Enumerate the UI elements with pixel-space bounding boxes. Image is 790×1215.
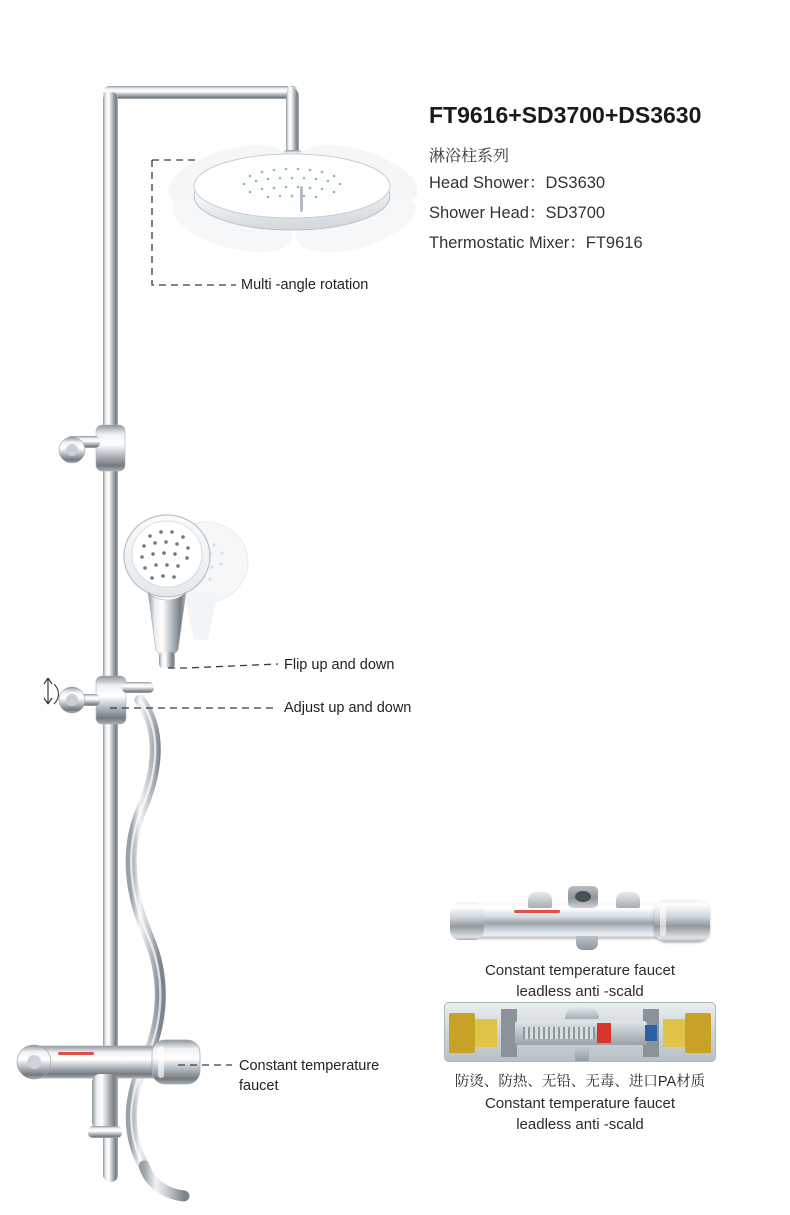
cartridge-cutaway-photo bbox=[444, 1002, 716, 1062]
brass-inlet-right bbox=[685, 1013, 711, 1053]
shower-arm bbox=[103, 86, 299, 154]
shower-hose bbox=[131, 700, 184, 1196]
callout-constant-temperature-faucet bbox=[239, 1056, 379, 1096]
brass-inlet-left bbox=[449, 1013, 475, 1053]
upper-slide-bracket bbox=[59, 425, 125, 471]
thermostatic-mixer-FT9616 bbox=[17, 1040, 200, 1138]
callout-faucet-line1: Constant temperature bbox=[239, 1058, 380, 1074]
spec-thermostatic-mixer: Thermostatic Mixer：FT9616 bbox=[429, 234, 643, 252]
callout-multi-angle-rotation: Multi -angle rotation bbox=[241, 277, 369, 293]
hot-indicator-stripe bbox=[514, 910, 560, 913]
faucet-product-photo bbox=[450, 880, 710, 952]
callout-adjust-up-and-down: Adjust up and down bbox=[284, 700, 412, 716]
series-label: 淋浴柱系列 bbox=[429, 148, 510, 165]
page-title: FT9616+SD3700+DS3630 bbox=[429, 102, 702, 128]
riser-pipe bbox=[103, 92, 118, 1182]
photo2-caption-line1: Constant temperature faucet bbox=[484, 1095, 676, 1112]
spec-shower-head: Shower Head：SD3700 bbox=[429, 204, 606, 222]
bottom-product-block bbox=[400, 880, 760, 1135]
photo2-caption-cn: 防烫、防热、无铅、无毒、进口PA材质 bbox=[454, 1074, 706, 1090]
cold-water-port bbox=[645, 1025, 657, 1041]
flow-knob bbox=[654, 900, 710, 942]
photo2-caption-line2: leadless anti -scald bbox=[516, 1116, 644, 1133]
hot-water-port bbox=[597, 1023, 611, 1043]
mixer-outlet bbox=[576, 936, 598, 950]
callout-faucet-line2: faucet bbox=[239, 1078, 279, 1094]
photo1-caption-line2: leadless anti -scald bbox=[516, 983, 644, 1000]
mixer-top-port bbox=[568, 886, 598, 908]
spec-block bbox=[429, 100, 774, 258]
head-shower-DS3630 bbox=[194, 154, 390, 230]
temperature-knob bbox=[450, 902, 484, 940]
photo1-caption-line1: Constant temperature faucet bbox=[484, 962, 676, 979]
callout-flip-up-and-down: Flip up and down bbox=[284, 657, 395, 673]
spec-head-shower: Head Shower：DS3630 bbox=[429, 174, 606, 192]
